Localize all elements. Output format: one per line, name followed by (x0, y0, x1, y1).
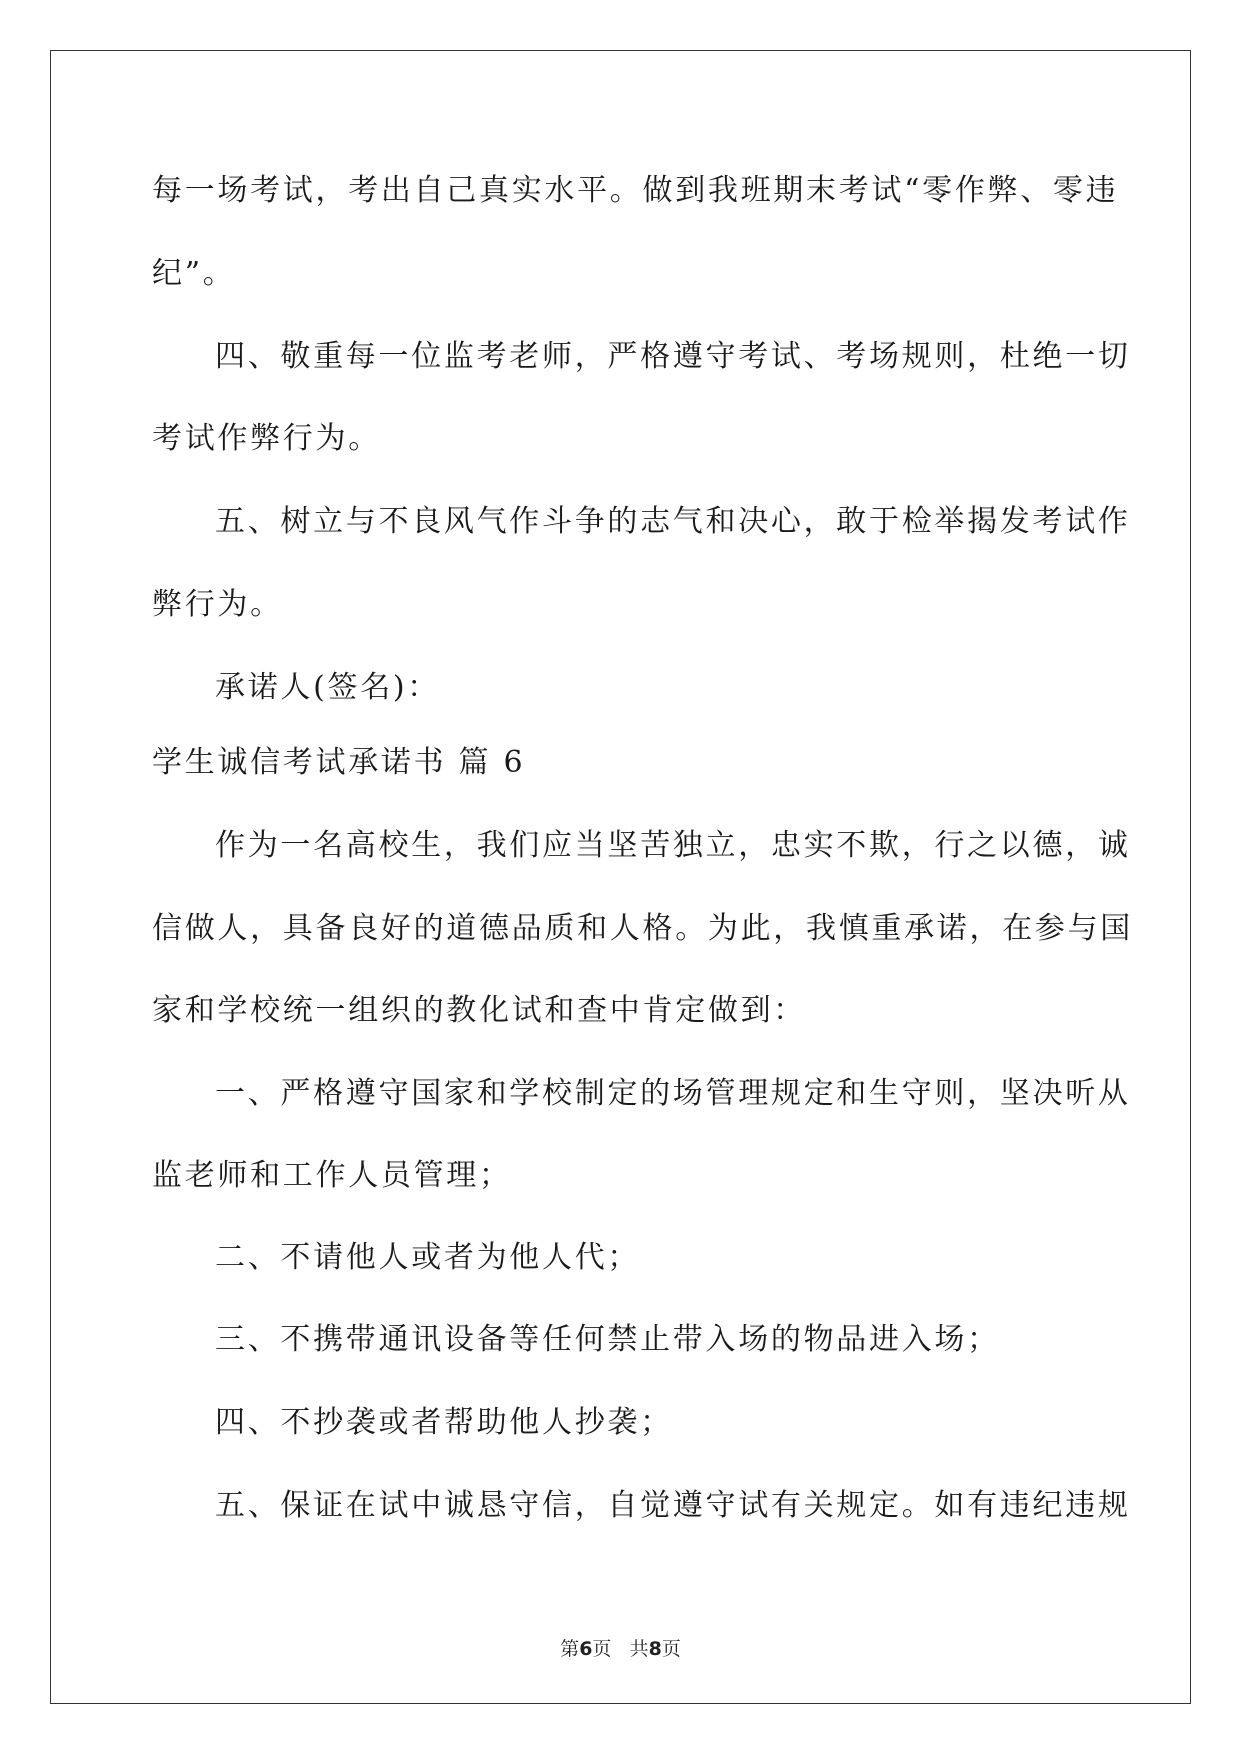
body-line: 三、不携带通讯设备等任何禁止带入场的物品进入场； (215, 1322, 1000, 1357)
page-footer (0, 1634, 1241, 1661)
footer-total-prefix: 共 (629, 1638, 649, 1660)
page-border (50, 50, 1191, 1704)
footer-page-suffix: 页 (592, 1638, 612, 1660)
body-line: 五、树立与不良风气作斗争的志气和决心，敢于检举揭发考试作 (215, 504, 1131, 539)
footer-page-number: 6 (579, 1638, 593, 1660)
signature-line: 承诺人(签名)： (215, 670, 441, 705)
footer-prefix: 第 (560, 1638, 580, 1660)
body-line: 四、敬重每一位监考老师，严格遵守考试、考场规则，杜绝一切 (215, 339, 1131, 374)
body-line: 四、不抄袭或者帮助他人抄袭； (215, 1405, 673, 1440)
body-line: 每一场考试，考出自己真实水平。做到我班期末考试“零作弊、零违 (152, 173, 1119, 208)
body-line: 作为一名高校生，我们应当坚苦独立，忠实不欺，行之以德，诚 (215, 828, 1131, 863)
section-heading: 学生诚信考试承诺书 篇 6 (152, 745, 526, 780)
body-line: 信做人，具备良好的道德品质和人格。为此，我慎重承诺，在参与国 (152, 911, 1133, 946)
body-line: 弊行为。 (152, 587, 283, 622)
footer-total-pages: 8 (648, 1638, 662, 1660)
body-line: 监老师和工作人员管理； (152, 1158, 512, 1193)
body-line: 考试作弊行为。 (152, 421, 381, 456)
body-line: 纪”。 (152, 256, 236, 291)
body-line: 一、严格遵守国家和学校制定的场管理规定和生守则，坚决听从 (215, 1076, 1131, 1111)
footer-total-suffix: 页 (661, 1638, 681, 1660)
body-line: 二、不请他人或者为他人代； (215, 1240, 641, 1275)
body-line: 五、保证在试中诚恳守信，自觉遵守试有关规定。如有违纪违规 (215, 1488, 1131, 1523)
body-line: 家和学校统一组织的教化试和查中肯定做到： (152, 993, 806, 1028)
